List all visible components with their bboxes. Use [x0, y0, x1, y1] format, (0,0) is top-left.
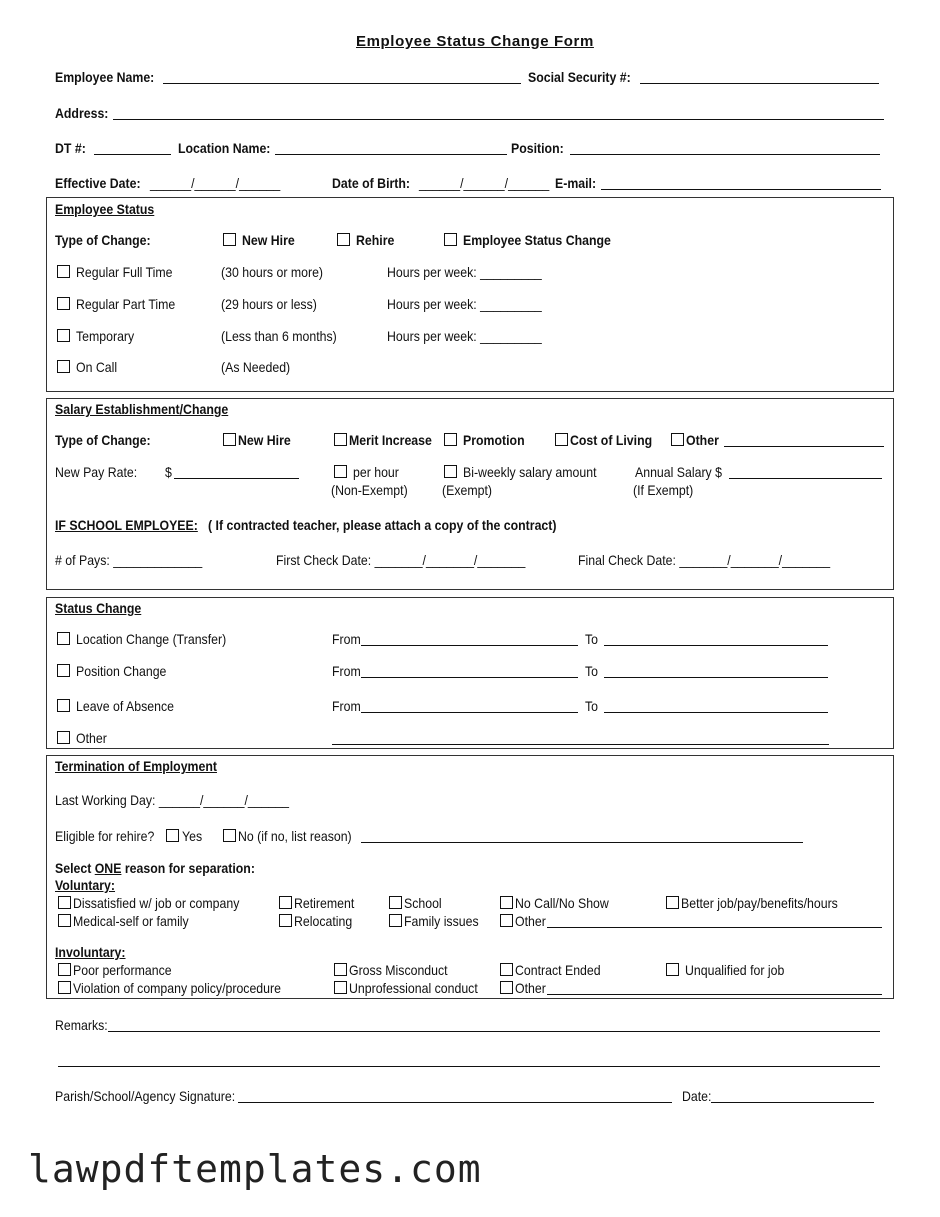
school-label: School — [404, 895, 442, 911]
if-exempt-label: (If Exempt) — [633, 482, 694, 498]
contract-ended-label: Contract Ended — [515, 962, 601, 978]
cost-of-living-label: Cost of Living — [570, 432, 653, 448]
retirement-label: Retirement — [294, 895, 355, 911]
employee-status-section — [46, 197, 894, 392]
relocating-checkbox[interactable] — [279, 914, 292, 927]
position-label: Position: — [511, 140, 564, 156]
leave-of-absence-checkbox[interactable] — [57, 699, 70, 712]
status-rehire-label: Rehire — [356, 232, 395, 248]
promotion-label: Promotion — [463, 432, 525, 448]
effective-date-field[interactable]: ______/______/______ — [150, 175, 281, 191]
regular-part-time-checkbox[interactable] — [57, 297, 70, 310]
remarks-label: Remarks: — [55, 1017, 108, 1033]
signature-date-field[interactable] — [711, 1102, 874, 1103]
status-change-section — [46, 597, 894, 749]
signature-date-label: Date: — [682, 1088, 712, 1104]
select-one-reason-label: Select ONE reason for separation: — [55, 860, 255, 876]
non-exempt-label: (Non-Exempt) — [331, 482, 408, 498]
position-field[interactable] — [570, 154, 880, 155]
on-call-label: On Call — [76, 359, 118, 375]
leave-from-field[interactable] — [361, 712, 578, 713]
leave-of-absence-label: Leave of Absence — [76, 698, 174, 714]
full-time-hours-field[interactable]: Hours per week: _________ — [387, 264, 542, 280]
temporary-checkbox[interactable] — [57, 329, 70, 342]
location-from-field[interactable] — [361, 645, 578, 646]
salary-new-hire-label: New Hire — [238, 432, 291, 448]
unprofessional-conduct-label: Unprofessional conduct — [349, 980, 478, 996]
regular-part-time-desc: (29 hours or less) — [221, 296, 317, 312]
location-change-checkbox[interactable] — [57, 632, 70, 645]
unqualified-label: Unqualified for job — [685, 962, 785, 978]
dt-field[interactable] — [94, 154, 171, 155]
unqualified-checkbox[interactable] — [666, 963, 679, 976]
signature-field[interactable] — [238, 1102, 672, 1103]
position-change-checkbox[interactable] — [57, 664, 70, 677]
annual-salary-field[interactable] — [729, 478, 882, 479]
signature-label: Parish/School/Agency Signature: — [55, 1088, 236, 1104]
email-field[interactable] — [601, 189, 881, 190]
biweekly-label: Bi-weekly salary amount — [463, 464, 597, 480]
final-check-date-field[interactable]: Final Check Date: _______/_______/_______ — [578, 552, 831, 568]
status-new-hire-checkbox[interactable] — [223, 233, 236, 246]
salary-new-hire-checkbox[interactable] — [223, 433, 236, 446]
form-title: Employee Status Change Form — [356, 33, 594, 50]
poor-performance-label: Poor performance — [73, 962, 172, 978]
site-watermark: lawpdftemplates.com — [28, 1147, 482, 1191]
position-from-field[interactable] — [361, 677, 578, 678]
rehire-no-label: No (if no, list reason) — [238, 828, 352, 844]
first-check-date-field[interactable]: First Check Date: _______/_______/_______ — [276, 552, 526, 568]
gross-misconduct-checkbox[interactable] — [334, 963, 347, 976]
annual-salary-label: Annual Salary $ — [635, 464, 722, 480]
location-to-field[interactable] — [604, 645, 828, 646]
employee-status-heading: Employee Status — [55, 201, 155, 217]
regular-full-time-checkbox[interactable] — [57, 265, 70, 278]
position-to-field[interactable] — [604, 677, 828, 678]
status-change-label: Employee Status Change — [463, 232, 611, 248]
new-pay-rate-label: New Pay Rate: — [55, 464, 138, 480]
medical-label: Medical-self or family — [73, 913, 189, 929]
merit-increase-label: Merit Increase — [349, 432, 432, 448]
ssn-field[interactable] — [640, 83, 879, 84]
location-name-field[interactable] — [275, 154, 507, 155]
salary-heading: Salary Establishment/Change — [55, 401, 229, 417]
biweekly-checkbox[interactable] — [444, 465, 457, 478]
leave-to-field[interactable] — [604, 712, 828, 713]
policy-violation-label: Violation of company policy/procedure — [73, 980, 281, 996]
position-change-label: Position Change — [76, 663, 167, 679]
salary-other-label: Other — [686, 432, 719, 448]
no-call-no-show-checkbox[interactable] — [500, 896, 513, 909]
regular-full-time-desc: (30 hours or more) — [221, 264, 324, 280]
rehire-yes-label: Yes — [182, 828, 203, 844]
status-rehire-checkbox[interactable] — [337, 233, 350, 246]
address-label: Address: — [55, 105, 109, 121]
better-job-label: Better job/pay/benefits/hours — [681, 895, 838, 911]
dob-field[interactable]: ______/______/______ — [419, 175, 550, 191]
remarks-field[interactable] — [108, 1031, 880, 1032]
location-name-label: Location Name: — [178, 140, 271, 156]
location-to-label: To — [585, 631, 599, 647]
family-issues-label: Family issues — [404, 913, 479, 929]
status-change-heading: Status Change — [55, 600, 142, 616]
temporary-hours-field[interactable]: Hours per week: _________ — [387, 328, 542, 344]
medical-checkbox[interactable] — [58, 914, 71, 927]
status-other-field[interactable] — [332, 744, 829, 745]
poor-performance-checkbox[interactable] — [58, 963, 71, 976]
school-checkbox[interactable] — [389, 896, 402, 909]
merit-increase-checkbox[interactable] — [334, 433, 347, 446]
employee-name-field[interactable] — [163, 83, 521, 84]
voluntary-other-field[interactable] — [547, 927, 882, 928]
rehire-no-checkbox[interactable] — [223, 829, 236, 842]
on-call-desc: (As Needed) — [221, 359, 291, 375]
salary-type-of-change-label: Type of Change: — [55, 432, 151, 448]
part-time-hours-field[interactable]: Hours per week: _________ — [387, 296, 542, 312]
leave-to-label: To — [585, 698, 599, 714]
salary-other-checkbox[interactable] — [671, 433, 684, 446]
status-new-hire-label: New Hire — [242, 232, 295, 248]
contract-ended-checkbox[interactable] — [500, 963, 513, 976]
rehire-reason-field[interactable] — [361, 842, 803, 843]
effective-date-label: Effective Date: — [55, 175, 141, 191]
voluntary-heading: Voluntary: — [55, 877, 116, 893]
position-to-label: To — [585, 663, 599, 679]
no-call-no-show-label: No Call/No Show — [515, 895, 609, 911]
number-of-pays-field[interactable]: # of Pays: _____________ — [55, 552, 203, 568]
involuntary-other-field[interactable] — [547, 994, 882, 995]
voluntary-other-label: Other — [515, 913, 546, 929]
policy-violation-checkbox[interactable] — [58, 981, 71, 994]
temporary-label: Temporary — [76, 328, 135, 344]
employee-name-label: Employee Name: — [55, 69, 155, 85]
family-issues-checkbox[interactable] — [389, 914, 402, 927]
regular-full-time-label: Regular Full Time — [76, 264, 173, 280]
gross-misconduct-label: Gross Misconduct — [349, 962, 448, 978]
unprofessional-conduct-checkbox[interactable] — [334, 981, 347, 994]
position-from-label: From — [332, 663, 361, 679]
status-type-of-change-label: Type of Change: — [55, 232, 151, 248]
salary-other-field[interactable] — [724, 446, 884, 447]
status-other-checkbox[interactable] — [57, 731, 70, 744]
email-label: E-mail: — [555, 175, 597, 191]
retirement-checkbox[interactable] — [279, 896, 292, 909]
voluntary-other-checkbox[interactable] — [500, 914, 513, 927]
address-field[interactable] — [113, 119, 884, 120]
new-pay-rate-field[interactable] — [174, 478, 299, 479]
location-from-label: From — [332, 631, 361, 647]
remarks-field-line-2[interactable] — [58, 1066, 880, 1067]
better-job-checkbox[interactable] — [666, 896, 679, 909]
location-change-label: Location Change (Transfer) — [76, 631, 227, 647]
on-call-checkbox[interactable] — [57, 360, 70, 373]
last-working-day-field[interactable]: Last Working Day: ______/______/______ — [55, 792, 290, 808]
status-other-label: Other — [76, 730, 107, 746]
rehire-yes-checkbox[interactable] — [166, 829, 179, 842]
school-employee-note: ( If contracted teacher, please attach a copy of the contract) — [208, 517, 557, 533]
status-change-checkbox[interactable] — [444, 233, 457, 246]
school-employee-heading: IF SCHOOL EMPLOYEE: — [55, 517, 198, 533]
pay-rate-dollar: $ — [165, 464, 172, 480]
involuntary-heading: Involuntary: — [55, 944, 126, 960]
leave-from-label: From — [332, 698, 361, 714]
dob-label: Date of Birth: — [332, 175, 411, 191]
cost-of-living-checkbox[interactable] — [555, 433, 568, 446]
per-hour-checkbox[interactable] — [334, 465, 347, 478]
dissatisfied-label: Dissatisfied w/ job or company — [73, 895, 240, 911]
exempt-label: (Exempt) — [442, 482, 492, 498]
promotion-checkbox[interactable] — [444, 433, 457, 446]
dt-label: DT #: — [55, 140, 86, 156]
eligible-rehire-label: Eligible for rehire? — [55, 828, 155, 844]
relocating-label: Relocating — [294, 913, 353, 929]
involuntary-other-checkbox[interactable] — [500, 981, 513, 994]
termination-heading: Termination of Employment — [55, 758, 218, 774]
regular-part-time-label: Regular Part Time — [76, 296, 176, 312]
ssn-label: Social Security #: — [528, 69, 631, 85]
involuntary-other-label: Other — [515, 980, 546, 996]
dissatisfied-checkbox[interactable] — [58, 896, 71, 909]
temporary-desc: (Less than 6 months) — [221, 328, 337, 344]
per-hour-label: per hour — [353, 464, 399, 480]
